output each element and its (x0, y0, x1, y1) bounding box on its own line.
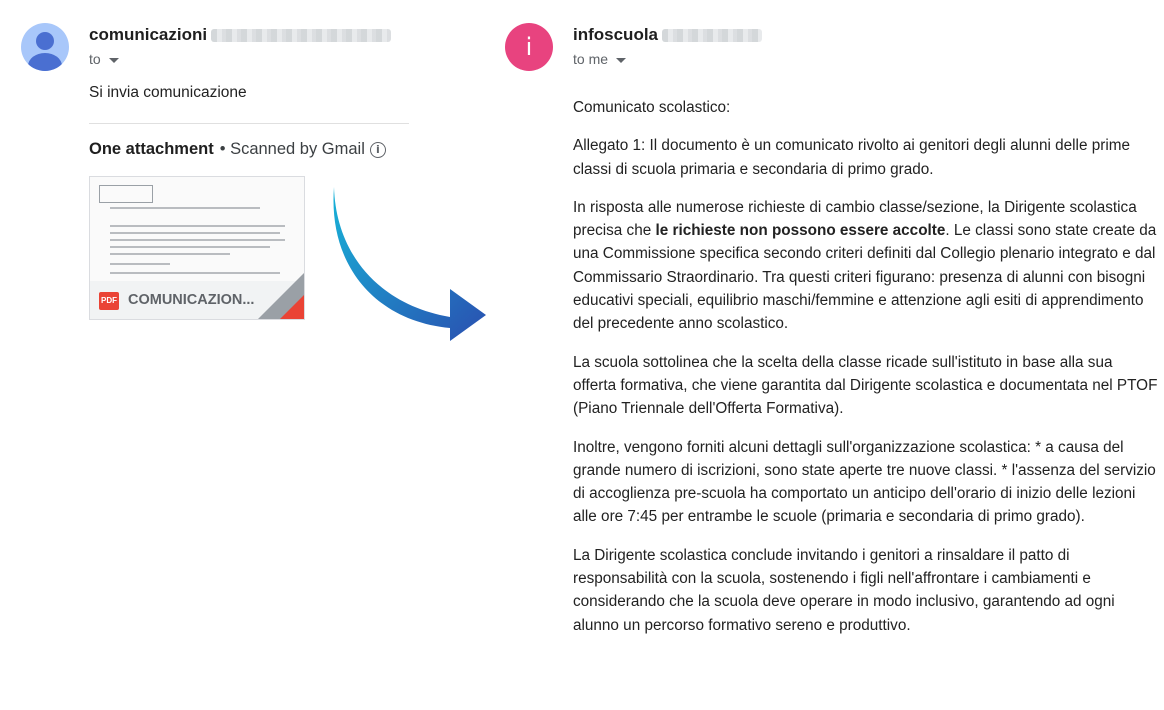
sender-avatar-right[interactable] (505, 23, 553, 71)
arrow-icon (320, 185, 490, 345)
sender-name-text: comunicazioni (89, 25, 208, 44)
redacted-email-address (211, 29, 391, 42)
person-icon-body (28, 53, 62, 71)
paragraph: La scuola sottolinea che la scelta della classe ricade sull'istituto in base alla sua offerta formativa, che viene garantita dal Dirigente scolastica e documentata nel PTOF (Piano Triennale dell'Offerta Formativa). (573, 353, 1158, 418)
paragraph (573, 196, 1158, 336)
paragraph: Comunicato scolastico: (573, 99, 731, 116)
divider (89, 123, 409, 124)
sender-name-right[interactable] (573, 25, 762, 45)
fold-corner-red (280, 295, 304, 319)
doc-line (110, 272, 280, 274)
to-label: to (89, 51, 101, 67)
pdf-icon: PDF (99, 292, 119, 310)
doc-line (110, 207, 260, 209)
chevron-down-icon (109, 58, 119, 63)
email-body-left: Si invia comunicazione (89, 84, 247, 101)
bold-text: le richieste non possono essere accolte (655, 222, 946, 240)
attachment-header (89, 140, 386, 159)
redacted-email-address (662, 29, 762, 42)
paragraph: Allegato 1: Il documento è un comunicato rivolto ai genitori degli alunni delle prime classi di scuola primaria e secondaria di primo grado. (573, 137, 1130, 178)
attachment-filename: COMUNICAZION... (128, 292, 255, 308)
scanned-by-gmail: • Scanned by Gmail (219, 140, 365, 158)
attachment-preview-thumbnail (90, 177, 304, 281)
sender-name-text: infoscuola (573, 25, 659, 44)
avatar-letter: i (525, 33, 533, 61)
recipients-toggle-right[interactable] (573, 51, 626, 67)
doc-line (110, 246, 270, 248)
text-span: . Le classi sono state create da una Commissione specifica secondo criteri definiti dal Collegio plenario integrato e dal Commissario Straordinario. Tra questi criteri figurano: presenza di alunni con bisogni educativi speciali, equilibrio maschi/femmine e attenzione agli esiti di apprendimento del precedente anno scolastico. (573, 222, 1157, 333)
email-body-right (573, 96, 1158, 652)
doc-line (110, 263, 170, 265)
chevron-down-icon (616, 58, 626, 63)
doc-line (110, 225, 285, 227)
sender-name-left[interactable] (89, 25, 391, 45)
doc-line (110, 253, 230, 255)
attachment-title: One attachment (89, 140, 214, 158)
text-span: In risposta alle numerose richieste di cambio classe/sezione, la Dirigente scolastica precisa che (573, 198, 1137, 240)
info-icon[interactable]: i (370, 142, 386, 158)
to-me-label: to me (573, 51, 609, 67)
sender-avatar-left[interactable] (21, 23, 69, 71)
paragraph: La Dirigente scolastica conclude invitando i genitori a rinsaldare il patto di responsabilità con la scuola, sostenendo i figli nell'affrontare i cambiamenti e considerando che la scuola deve operare in modo inclusivo, garantendo ad ogni alunno un percorso formativo sereno e produttivo. (573, 546, 1115, 634)
doc-line (110, 239, 285, 241)
doc-line (110, 232, 280, 234)
person-icon-head (36, 32, 54, 50)
doc-header-box (99, 185, 153, 203)
recipients-toggle-left[interactable] (89, 51, 119, 67)
attachment-card[interactable] (89, 176, 305, 320)
paragraph: Inoltre, vengono forniti alcuni dettagli sull'organizzazione scolastica: * a causa del grande numero di iscrizioni, sono state aperte tre nuove classi. * l'assenza del servizio di accoglienza pre-scuola ha comportato un anticipo dell'orario di inizio delle lezioni alle ore 7:45 per entrambe le scuole (primaria e secondaria di primo grado). (573, 438, 1156, 526)
